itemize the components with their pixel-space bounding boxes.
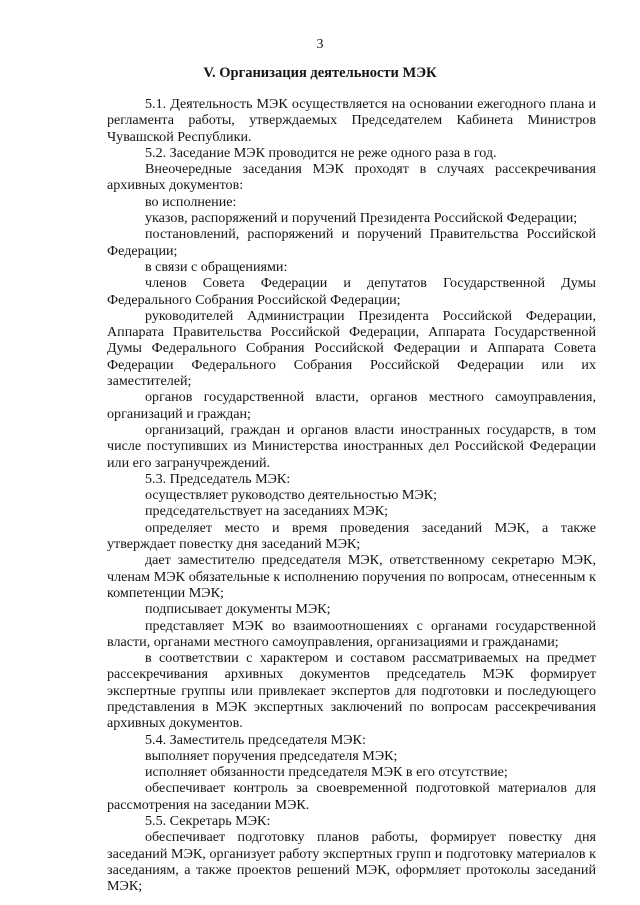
paragraph: в связи с обращениями: — [145, 258, 288, 275]
paragraph: 5.3. Председатель МЭК: — [145, 470, 291, 487]
paragraph: 5.5. Секретарь МЭК: — [145, 813, 271, 830]
paragraph: Внеочередные заседания МЭК проходят в случаях рассекречивания архивных документов: — [107, 161, 596, 194]
page-number: 3 — [316, 37, 324, 52]
paragraph: 5.4. Заместитель председателя МЭК: — [145, 731, 366, 748]
paragraph: во исполнение: — [145, 193, 237, 210]
section-title: V. Организация деятельности МЭК — [203, 65, 437, 81]
paragraph: в соответствии с характером и составом рассматриваемых на предмет рассекречивания архивных документов председатель МЭК формирует экспертные группы или привлекает экспертов для подготовки и последующего представления в МЭК экспертных заключений по вопросам рассекречивания архивных документов. — [107, 650, 596, 732]
paragraph: дает заместителю председателя МЭК, ответственному секретарю МЭК, членам МЭК обязательные к исполнению поручения по вопросам, отнесенным к компетенции МЭК; — [107, 552, 596, 601]
paragraph: определяет место и время проведения заседаний МЭК, а также утверждает повестку дня заседаний МЭК; — [107, 519, 596, 553]
paragraph: организаций, граждан и органов власти иностранных государств, в том числе поступивших из Министерства иностранных дел Российской Федерации или его загранучреждений. — [107, 421, 596, 471]
paragraph: указов, распоряжений и поручений Президента Российской Федерации; — [145, 210, 578, 227]
paragraph: выполняет поручения председателя МЭК; — [145, 747, 398, 764]
paragraph: органов государственной власти, органов местного самоуправления, организаций и граждан; — [107, 389, 596, 422]
paragraph: 5.2. Заседание МЭК проводится не реже одного раза в год. — [145, 144, 497, 161]
paragraph: 5.1. Деятельность МЭК осуществляется на основании ежегодного плана и регламента работы, утверждаемых Председателем Кабинета Министров Чувашской Республики. — [107, 96, 596, 145]
paragraph: председательствует на заседаниях МЭК; — [145, 503, 389, 520]
paragraph: постановлений, распоряжений и поручений Правительства Российской Федерации; — [107, 226, 596, 259]
paragraph: обеспечивает контроль за своевременной подготовкой материалов для рассмотрения на заседании МЭК. — [107, 780, 596, 813]
paragraph: представляет МЭК во взаимоотношениях с органами государственной власти, органами местного самоуправления, организациями и гражданами; — [107, 617, 596, 650]
paragraph: обеспечивает подготовку планов работы, формирует повестку дня заседаний МЭК, организует работу экспертных групп и подготовку материалов к заседаниям, а также проектов решений МЭК, оформляет протоколы заседаний МЭК; — [107, 829, 596, 895]
paragraph: членов Совета Федерации и депутатов Государственной Думы Федерального Собрания Российской Федерации; — [107, 275, 596, 308]
paragraph: исполняет обязанности председателя МЭК в его отсутствие; — [145, 764, 508, 781]
document-body — [107, 96, 596, 895]
paragraph: осуществляет руководство деятельностью МЭК; — [145, 487, 438, 504]
paragraph: подписывает документы МЭК; — [145, 601, 331, 618]
paragraph: руководителей Администрации Президента Российской Федерации, Аппарата Правительства Российской Федерации, Аппарата Государственной Думы Федерального Собрания Российской Федерации и Аппарата Совета Федерации Федерального Собрания Российской Федерации или их заместителей; — [107, 307, 596, 390]
